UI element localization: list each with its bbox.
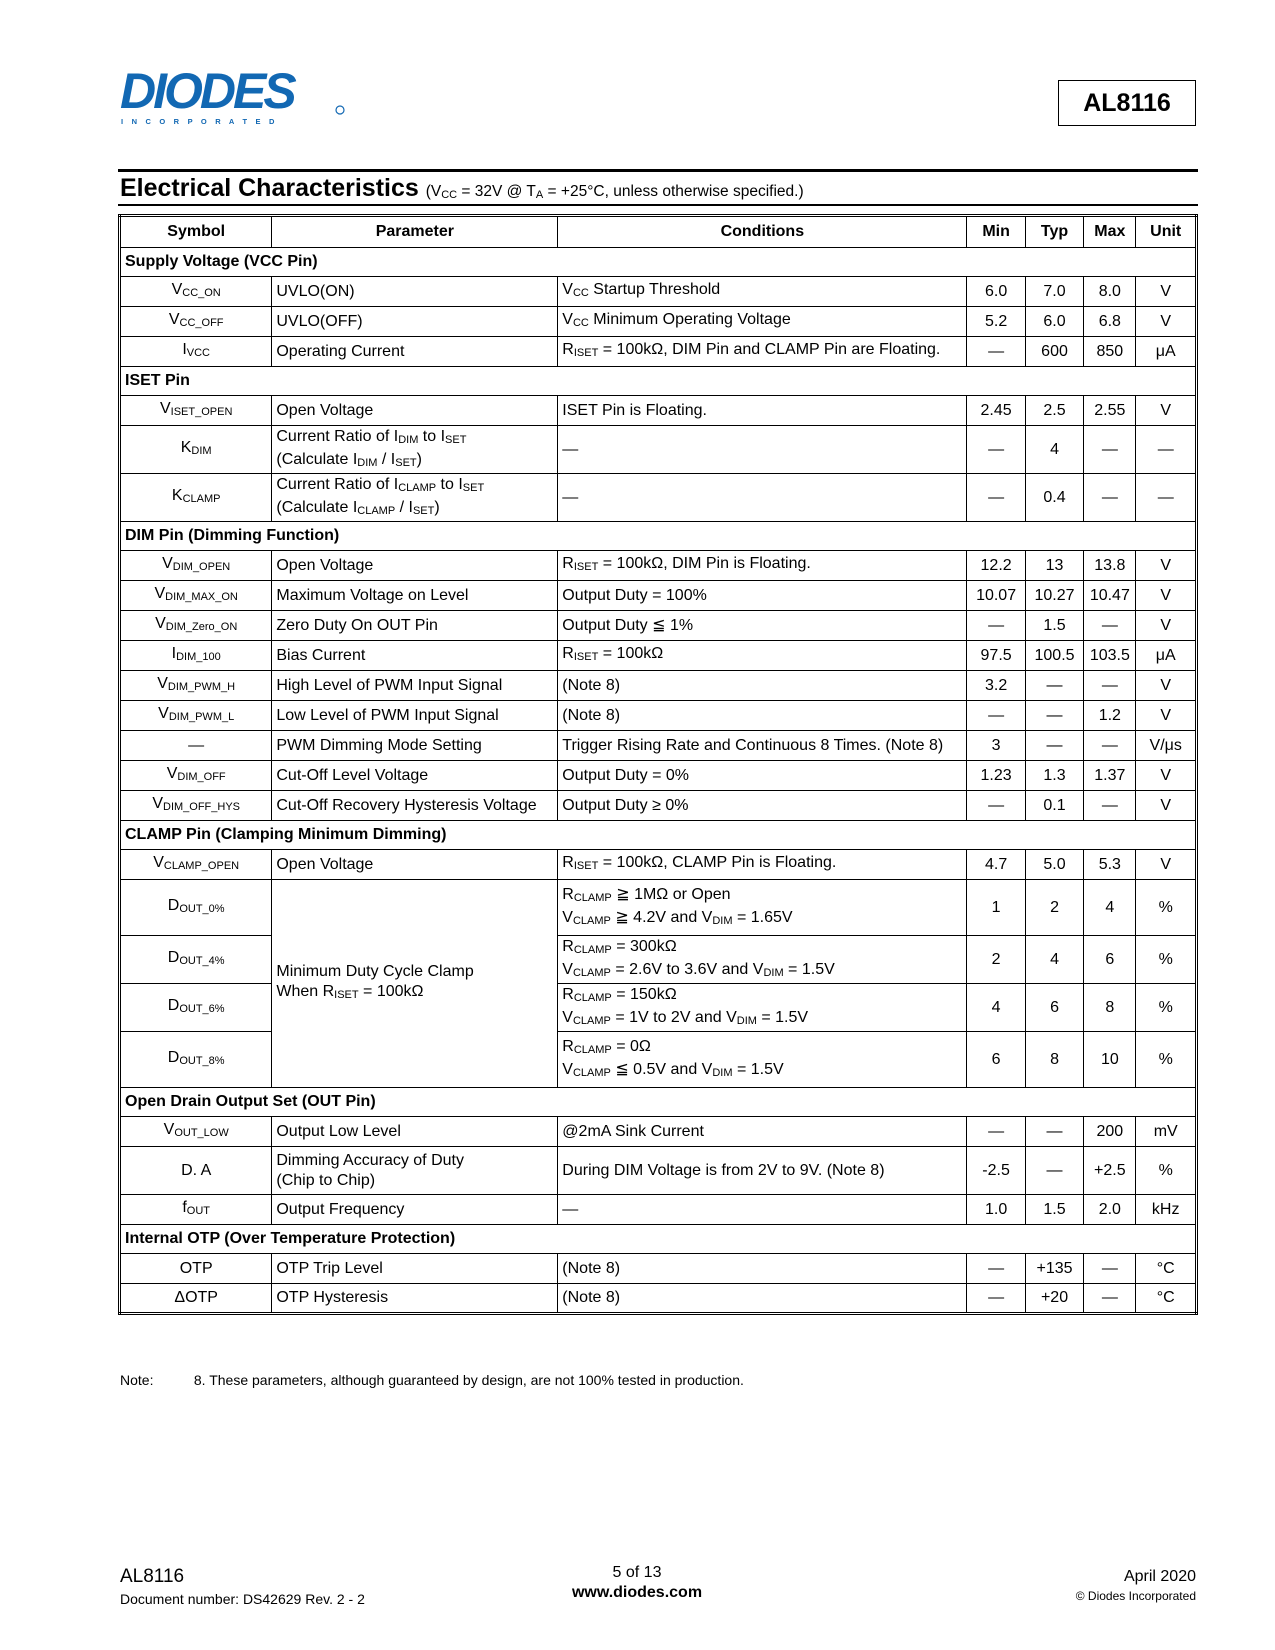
max-cell: — [1084,426,1136,474]
typ-cell: 1.5 [1025,611,1083,641]
table-row [120,1117,1197,1147]
section-title [120,174,804,203]
electrical-characteristics-table [118,214,1198,1315]
typ-cell: 1.3 [1025,761,1083,791]
symbol-cell: $V_{DIM\_OFF}$ [120,761,272,791]
typ-cell: — [1025,701,1083,731]
table-row [120,277,1197,307]
conditions-cell: $R_{CLAMP} = 300k\Omega$ $V_{CLAMP} = 2.6V$ to 3.6V and $V_{DIM} = 1.5V$ [558,936,967,984]
symbol-cell: ΔOTP [120,1284,272,1314]
typ-cell: — [1025,731,1083,761]
typ-cell: 8 [1025,1032,1083,1088]
unit-cell: % [1136,1147,1197,1195]
group-header-row [120,1225,1197,1254]
symbol-cell: — [120,731,272,761]
conditions-cell: $R_{CLAMP} = 150k\Omega$ $V_{CLAMP} = 1V$ to 2V and $V_{DIM} = 1.5V$ [558,984,967,1032]
typ-cell: 4 [1025,936,1083,984]
section-rule-top [118,169,1198,172]
unit-cell: V [1136,307,1197,337]
table-row [120,1147,1197,1195]
min-cell: 3 [967,731,1025,761]
group-header-row [120,367,1197,396]
diodes-logo [120,70,350,126]
footer-date: April 2020 [1123,1568,1196,1585]
unit-cell: V [1136,551,1197,581]
unit-cell: °C [1136,1284,1197,1314]
table-row [120,791,1197,821]
parameter-cell: OTP Trip Level [272,1254,558,1284]
unit-cell: kHz [1136,1195,1197,1225]
parameter-cell: Zero Duty On OUT Pin [272,611,558,641]
typ-cell: — [1025,1117,1083,1147]
min-cell: 10.07 [967,581,1025,611]
max-cell: 13.8 [1084,551,1136,581]
group-title: Open Drain Output Set (OUT Pin) [120,1088,1197,1117]
symbol-cell: $V_{CC\_OFF}$ [120,307,272,337]
group-title: ISET Pin [120,367,1197,396]
conditions-cell: (Note 8) [558,671,967,701]
min-cell: -2.5 [967,1147,1025,1195]
symbol-cell: $K_{CLAMP}$ [120,474,272,522]
group-title: Internal OTP (Over Temperature Protection) [120,1225,1197,1254]
parameter-cell: High Level of PWM Input Signal [272,671,558,701]
symbol-cell: $V_{DIM\_MAX\_ON}$ [120,581,272,611]
symbol-cell: $I_{VCC}$ [120,337,272,367]
conditions-cell: $R_{ISET} = 100k\Omega$, DIM Pin and CLAMP Pin are Floating. [558,337,967,367]
unit-cell: mV [1136,1117,1197,1147]
parameter-cell: Low Level of PWM Input Signal [272,701,558,731]
conditions-cell: Output Duty = 100% [558,581,967,611]
table-row [120,581,1197,611]
min-cell: 6.0 [967,277,1025,307]
min-cell: 12.2 [967,551,1025,581]
max-cell: 850 [1084,337,1136,367]
section-title-text: Electrical Characteristics [120,174,419,202]
note-label: Note: [120,1372,154,1388]
table-header-row [120,216,1197,248]
typ-cell: 600 [1025,337,1083,367]
table-row [120,761,1197,791]
parameter-cell: Current Ratio of $I_{DIM}$ to $I_{SET}$ (Calculate $I_{DIM} / I_{SET}$) [272,426,558,474]
typ-cell: — [1025,671,1083,701]
unit-cell: V [1136,581,1197,611]
max-cell: — [1084,731,1136,761]
parameter-cell: Output Frequency [272,1195,558,1225]
max-cell: 2.0 [1084,1195,1136,1225]
symbol-cell: $V_{DIM\_PWM\_H}$ [120,671,272,701]
min-cell: — [967,611,1025,641]
min-cell: — [967,701,1025,731]
min-cell: 1 [967,880,1025,936]
group-title: CLAMP Pin (Clamping Minimum Dimming) [120,821,1197,850]
max-cell: 10.47 [1084,581,1136,611]
conditions-cell: Output Duty = 0% [558,761,967,791]
col-header-conditions: Conditions [558,216,967,248]
symbol-cell: $V_{DIM\_PWM\_L}$ [120,701,272,731]
parameter-cell: Maximum Voltage on Level [272,581,558,611]
min-cell: 4.7 [967,850,1025,880]
logo-subtext: I N C O R P O R A T E D [121,117,278,126]
max-cell: — [1084,1254,1136,1284]
symbol-cell: $K_{DIM}$ [120,426,272,474]
group-title: Supply Voltage (VCC Pin) [120,248,1197,277]
unit-cell: V [1136,761,1197,791]
conditions-cell: — [558,1195,967,1225]
parameter-cell: Cut-Off Recovery Hysteresis Voltage [272,791,558,821]
footer-page-number: 5 of 13 [612,1564,662,1581]
max-cell: 2.55 [1084,396,1136,426]
unit-cell: % [1136,936,1197,984]
typ-cell: +135 [1025,1254,1083,1284]
min-cell: — [967,791,1025,821]
typ-cell: 7.0 [1025,277,1083,307]
parameter-cell: UVLO(OFF) [272,307,558,337]
col-header-symbol: Symbol [120,216,272,248]
table-row [120,337,1197,367]
unit-cell: V/μs [1136,731,1197,761]
symbol-cell: $D_{OUT\_8\%}$ [120,1032,272,1088]
conditions-cell: Output Duty ≥ 0% [558,791,967,821]
table-row [120,641,1197,671]
typ-cell: 2 [1025,880,1083,936]
conditions-cell: During DIM Voltage is from 2V to 9V. (Note 8) [558,1147,967,1195]
conditions-cell: $V_{CC}$ Minimum Operating Voltage [558,307,967,337]
typ-cell: 0.4 [1025,474,1083,522]
table-row [120,731,1197,761]
max-cell: — [1084,791,1136,821]
table-row [120,880,1197,936]
table-row [120,701,1197,731]
parameter-cell: UVLO(ON) [272,277,558,307]
unit-cell: °C [1136,1254,1197,1284]
max-cell: 1.37 [1084,761,1136,791]
max-cell: 8.0 [1084,277,1136,307]
conditions-cell: $R_{ISET} = 100k\Omega$, DIM Pin is Floating. [558,551,967,581]
max-cell: 200 [1084,1117,1136,1147]
parameter-cell: Cut-Off Level Voltage [272,761,558,791]
min-cell: — [967,426,1025,474]
conditions-cell: $V_{CC}$ Startup Threshold [558,277,967,307]
col-header-max: Max [1084,216,1136,248]
min-cell: — [967,1254,1025,1284]
max-cell: — [1084,611,1136,641]
symbol-cell: $I_{DIM\_100}$ [120,641,272,671]
parameter-cell: Open Voltage [272,551,558,581]
footer-copyright: © Diodes Incorporated [1075,1589,1196,1603]
parameter-cell: Open Voltage [272,850,558,880]
conditions-cell: $R_{ISET} = 100k\Omega$, CLAMP Pin is Floating. [558,850,967,880]
unit-cell: V [1136,701,1197,731]
section-rule-bottom [118,204,1198,206]
max-cell: — [1084,474,1136,522]
typ-cell: 100.5 [1025,641,1083,671]
min-cell: 2 [967,936,1025,984]
parameter-cell: Operating Current [272,337,558,367]
conditions-cell: — [558,426,967,474]
footer-website-link[interactable]: www.diodes.com [571,1584,703,1601]
conditions-cell: @2mA Sink Current [558,1117,967,1147]
symbol-cell: $f_{OUT}$ [120,1195,272,1225]
parameter-line-2: (Chip to Chip) [276,1171,376,1189]
col-header-parameter: Parameter [272,216,558,248]
min-cell: 1.0 [967,1195,1025,1225]
parameter-cell [272,1147,558,1195]
unit-cell: V [1136,277,1197,307]
min-cell: 1.23 [967,761,1025,791]
group-header-row [120,1088,1197,1117]
group-header-row [120,522,1197,551]
table-row [120,671,1197,701]
table-row [120,307,1197,337]
typ-cell: 4 [1025,426,1083,474]
parameter-line-1: Dimming Accuracy of Duty [276,1151,464,1169]
unit-cell: V [1136,671,1197,701]
col-header-typ: Typ [1025,216,1083,248]
section-conditions: ($V_{CC} = 32V$ @ $T_A = +25^\circ C$, unless otherwise specified.) [425,183,804,201]
typ-cell: 6.0 [1025,307,1083,337]
footer-doc-number: Document number: DS42629 Rev. 2 - 2 [120,1591,365,1607]
max-cell: 6 [1084,936,1136,984]
parameter-cell: PWM Dimming Mode Setting [272,731,558,761]
max-cell: 1.2 [1084,701,1136,731]
part-number-box: AL8116 [1058,80,1196,126]
table-row [120,1195,1197,1225]
symbol-cell: $V_{DIM\_Zero\_ON}$ [120,611,272,641]
typ-cell: +20 [1025,1284,1083,1314]
unit-cell: V [1136,396,1197,426]
table-row [120,426,1197,474]
unit-cell: μA [1136,641,1197,671]
footer-right [1076,1568,1196,1603]
max-cell: 4 [1084,880,1136,936]
table-row [120,474,1197,522]
unit-cell: V [1136,791,1197,821]
max-cell: 8 [1084,984,1136,1032]
parameter-cell: Output Low Level [272,1117,558,1147]
conditions-cell: $R_{CLAMP}$ ≧ 1MΩ or Open $V_{CLAMP}$ ≧ 4.2V and $V_{DIM} = 1.65V$ [558,880,967,936]
conditions-cell: $R_{ISET} = 100k\Omega$ [558,641,967,671]
footnote [120,1372,744,1388]
footer-center [537,1564,737,1602]
footer-left [120,1566,365,1607]
min-cell: 2.45 [967,396,1025,426]
table-row [120,551,1197,581]
min-cell: — [967,474,1025,522]
typ-cell: 5.0 [1025,850,1083,880]
unit-cell: — [1136,426,1197,474]
max-cell: 103.5 [1084,641,1136,671]
parameter-cell: Current Ratio of $I_{CLAMP}$ to $I_{SET}$ (Calculate $I_{CLAMP} / I_{SET}$) [272,474,558,522]
max-cell: — [1084,1284,1136,1314]
table-row [120,611,1197,641]
unit-cell: % [1136,880,1197,936]
diodes-logo-mark [120,70,350,126]
symbol-cell: $V_{DIM\_OPEN}$ [120,551,272,581]
typ-cell: 0.1 [1025,791,1083,821]
min-cell: — [967,1117,1025,1147]
unit-cell: — [1136,474,1197,522]
col-header-unit: Unit [1136,216,1197,248]
max-cell: 10 [1084,1032,1136,1088]
conditions-cell: $R_{CLAMP} = 0\Omega$ $V_{CLAMP}$ ≦ 0.5V and $V_{DIM} = 1.5V$ [558,1032,967,1088]
max-cell: +2.5 [1084,1147,1136,1195]
group-header-row [120,821,1197,850]
typ-cell: 13 [1025,551,1083,581]
symbol-cell: $V_{CLAMP\_OPEN}$ [120,850,272,880]
note-text: 8. These parameters, although guaranteed by design, are not 100% tested in production. [193,1372,744,1388]
symbol-cell: $D_{OUT\_0\%}$ [120,880,272,936]
table-row [120,1284,1197,1314]
table-row [120,850,1197,880]
col-header-min: Min [967,216,1025,248]
symbol-cell: $D_{OUT\_4\%}$ [120,936,272,984]
symbol-cell: $V_{CC\_ON}$ [120,277,272,307]
group-header-row [120,248,1197,277]
unit-cell: μA [1136,337,1197,367]
min-cell: — [967,337,1025,367]
symbol-cell: $V_{ISET\_OPEN}$ [120,396,272,426]
max-cell: 6.8 [1084,307,1136,337]
unit-cell: % [1136,1032,1197,1088]
conditions-cell: (Note 8) [558,1254,967,1284]
unit-cell: % [1136,984,1197,1032]
parameter-cell: Bias Current [272,641,558,671]
max-cell: — [1084,671,1136,701]
symbol-cell: $D_{OUT\_6\%}$ [120,984,272,1032]
min-cell: 6 [967,1032,1025,1088]
table-row [120,396,1197,426]
min-cell: 97.5 [967,641,1025,671]
typ-cell: 1.5 [1025,1195,1083,1225]
conditions-cell: (Note 8) [558,1284,967,1314]
symbol-cell: $V_{OUT\_LOW}$ [120,1117,272,1147]
table-row [120,1254,1197,1284]
parameter-cell: Minimum Duty Cycle Clamp When $R_{ISET} = 100k\Omega$ [272,880,558,1088]
parameter-cell: Open Voltage [272,396,558,426]
conditions-cell: ISET Pin is Floating. [558,396,967,426]
typ-cell: — [1025,1147,1083,1195]
conditions-cell: Trigger Rising Rate and Continuous 8 Times. (Note 8) [558,731,967,761]
min-cell: — [967,1284,1025,1314]
conditions-cell: — [558,474,967,522]
min-cell: 5.2 [967,307,1025,337]
footer-part-number: AL8116 [120,1566,185,1587]
parameter-cell: OTP Hysteresis [272,1284,558,1314]
conditions-cell: Output Duty ≦ 1% [558,611,967,641]
typ-cell: 2.5 [1025,396,1083,426]
logo-wordmark: DIODES [120,70,294,119]
min-cell: 4 [967,984,1025,1032]
typ-cell: 6 [1025,984,1083,1032]
symbol-cell: OTP [120,1254,272,1284]
group-title: DIM Pin (Dimming Function) [120,522,1197,551]
unit-cell: V [1136,611,1197,641]
conditions-cell: (Note 8) [558,701,967,731]
symbol-cell: D. A [120,1147,272,1195]
unit-cell: V [1136,850,1197,880]
symbol-cell: $V_{DIM\_OFF\_HYS}$ [120,791,272,821]
min-cell: 3.2 [967,671,1025,701]
max-cell: 5.3 [1084,850,1136,880]
typ-cell: 10.27 [1025,581,1083,611]
